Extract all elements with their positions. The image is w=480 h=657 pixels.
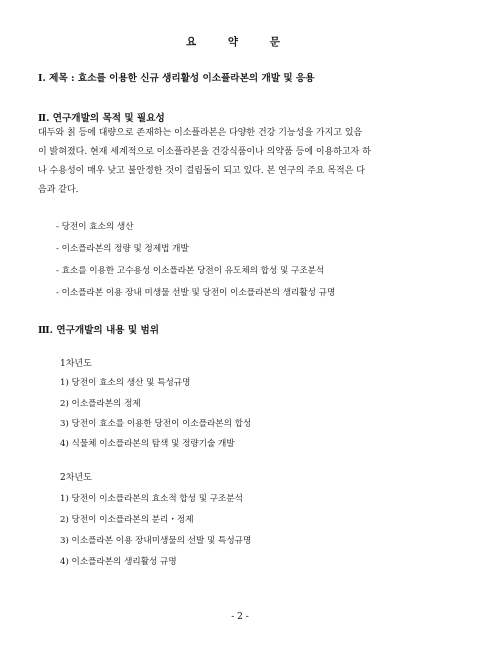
para-line: 대두와 칡 등에 대량으로 존재하는 이소플라본은 다양한 건강 기능성을 가지고 있음 bbox=[38, 128, 363, 138]
para-line: 나 수용성이 매우 낮고 불안정한 것이 걸림돌이 되고 있다. 본 연구의 주요 목적은 다 bbox=[38, 166, 365, 176]
section-3-heading: Ⅲ. 연구개발의 내용 및 범위 bbox=[38, 325, 160, 336]
section-2-heading: Ⅱ. 연구개발의 목적 및 필요성 bbox=[38, 113, 165, 124]
purpose-paragraph bbox=[38, 124, 450, 200]
year2-item: 2) 당전이 이소플라본의 분리・정제 bbox=[60, 515, 194, 525]
objective-item: - 이소플라본 이용 장내 미생물 선발 및 당전이 이소플라본의 생리활성 규명 bbox=[56, 288, 336, 298]
year1-label: 1차년도 bbox=[60, 359, 92, 369]
objective-item: - 효소를 이용한 고수용성 이소플라본 당전이 유도체의 합성 및 구조분석 bbox=[56, 266, 325, 276]
objective-item: - 당전이 효소의 생산 bbox=[56, 222, 134, 232]
para-line: 이 밝혀졌다. 현재 세계적으로 이소플라본을 건강식품이나 의약품 등에 이용하고자 하 bbox=[38, 147, 371, 157]
year2-item: 1) 당전이 이소플라본의 효소적 합성 및 구조분석 bbox=[60, 494, 243, 504]
objective-item: - 이소플라본의 정량 및 정제법 개발 bbox=[56, 244, 189, 254]
year1-item: 1) 당전이 효소의 생산 및 특성규명 bbox=[60, 378, 191, 388]
year1-item: 3) 당전이 효소를 이용한 당전이 이소플라본의 합성 bbox=[60, 419, 252, 429]
year2-label: 2차년도 bbox=[60, 473, 92, 483]
page-number: - 2 - bbox=[231, 612, 249, 622]
year1-item: 2) 이소플라본의 정제 bbox=[60, 399, 141, 409]
year2-item: 4) 이소플라본의 생리활성 규명 bbox=[60, 557, 177, 567]
para-line: 음과 같다. bbox=[38, 185, 79, 195]
year2-item: 3) 이소플라본 이용 장내미생물의 선발 및 특성규명 bbox=[60, 536, 252, 546]
page-title: 요 약 문 bbox=[186, 36, 294, 48]
year1-item: 4) 식물체 이소플라본의 탐색 및 정량기술 개발 bbox=[60, 439, 235, 449]
section-1-heading: Ⅰ. 제목 : 효소를 이용한 신규 생리활성 이소플라본의 개발 및 응용 bbox=[38, 73, 315, 84]
